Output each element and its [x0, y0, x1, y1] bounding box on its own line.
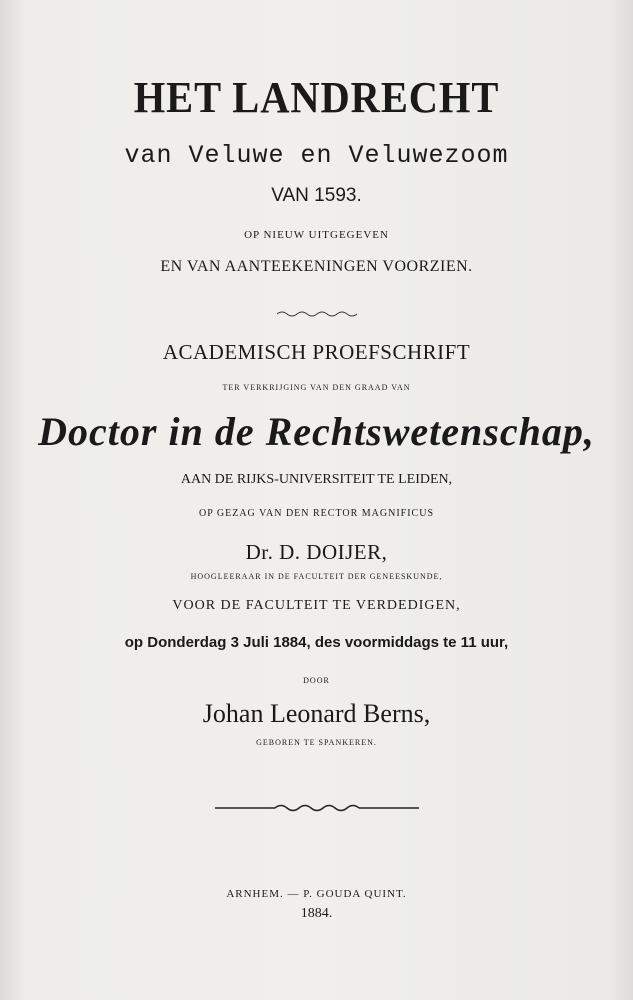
university-line: AAN DE RIJKS-UNIVERSITEIT TE LEIDEN,	[180, 472, 453, 487]
degree-title: Doctor in de Rechtswetenschap,	[38, 409, 595, 454]
defense-line: VOOR DE FACULTEIT TE VERDEDIGEN,	[172, 598, 461, 613]
edition-line: OP NIEUW UITGEGEVEN	[244, 229, 389, 241]
purpose-line: TER VERKRIJGING VAN DEN GRAAD VAN	[222, 383, 411, 392]
by-line: DOOR	[303, 676, 330, 685]
thesis-type: ACADEMISCH PROEFSCHRIFT	[162, 340, 471, 364]
year-line: VAN 1593.	[271, 185, 362, 206]
rector-name: Dr. D. DOIJER,	[245, 540, 388, 564]
wavy-rule-ornament	[0, 305, 633, 323]
birthplace-line: GEBOREN TE SPANKEREN.	[256, 738, 377, 747]
book-title: HET LANDRECHT	[133, 73, 500, 122]
annotation-line: EN VAN AANTEEKENINGEN VOORZIEN.	[160, 258, 473, 275]
date-line: op Donderdag 3 Juli 1884, des voormiddags te 11 uur,	[124, 634, 509, 651]
authority-line: OP GEZAG VAN DEN RECTOR MAGNIFICUS	[198, 508, 435, 519]
author-name: Johan Leonard Berns,	[202, 699, 431, 728]
wavy-rule-ornament-bottom	[0, 800, 633, 818]
publisher-line: ARNHEM. — P. GOUDA QUINT.	[226, 888, 407, 900]
rector-title: HOOGLEERAAR IN DE FACULTEIT DER GENEESKUNDE,	[190, 572, 443, 581]
book-subtitle: van Veluwe en Veluwezoom	[124, 141, 509, 170]
publication-year: 1884.	[300, 906, 333, 921]
